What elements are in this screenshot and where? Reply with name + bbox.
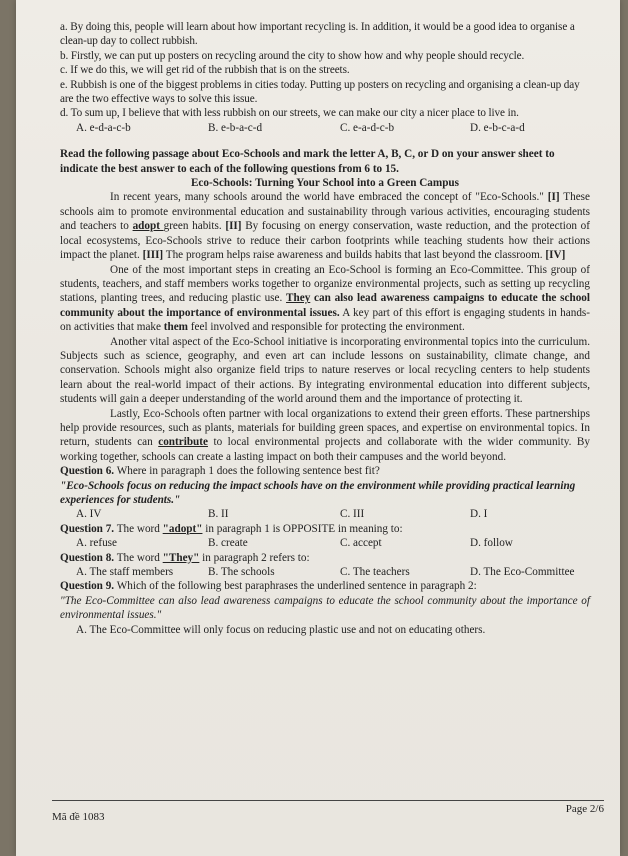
q6-quote: "Eco-Schools focus on reducing the impact schools have on the environment while providing practical learning experiences for students." [60, 479, 576, 506]
marker-4: [IV] [545, 249, 566, 262]
keyword-them: them [163, 321, 188, 334]
q8-option-d: D. The Eco-Committee [470, 566, 575, 579]
order-option-a: a. By doing this, people will learn about how important recycling is. In addition, it would be a good idea to organise a clean-up day to collect rubbish. [60, 21, 575, 48]
q6-option-a: A. IV [76, 508, 102, 521]
order-answer-d: D. e-b-c-a-d [470, 121, 525, 134]
passage-paragraph-1 [60, 190, 590, 262]
q6-text: Where in paragraph 1 does the following sentence best fit? [114, 465, 380, 478]
marker-2: [II] [225, 220, 242, 233]
p1-text-3: green habits. [163, 220, 226, 233]
q6-option-d: D. I [470, 508, 488, 521]
order-answer-c: C. e-a-d-c-b [340, 121, 395, 134]
q8-options [76, 565, 590, 579]
q9-option-a: A. The Eco-Committee will only focus on reducing plastic use and not on educating others. [76, 623, 486, 636]
passage-paragraph-2 [60, 263, 590, 335]
keyword-contribute: contribute [158, 436, 208, 449]
p1-text-1: In recent years, many schools around the world have embraced the concept of "Eco-Schools." [110, 191, 548, 204]
order-answer-choices [76, 121, 590, 135]
q9-quote: "The Eco-Committee can also lead awareness campaigns to educate the school community about the importance of environmental issues." [60, 594, 590, 622]
q6-option-b: B. II [208, 508, 229, 521]
marker-3: [III] [142, 249, 164, 262]
q9-text: Which of the following best paraphrases the underlined sentence in paragraph 2: [114, 580, 477, 593]
order-option-e: e. Rubbish is one of the biggest problems in cities today. Putting up posters on recycling and organising a clean-up day are the two effective ways to solve this issue. [60, 78, 580, 106]
q8-text-2: in paragraph 2 refers to: [199, 551, 310, 564]
p2-text-4: feel involved and responsible for protecting the environment. [188, 321, 465, 334]
q8-label: Question 8. [60, 551, 115, 564]
p4-text-2: to local environmental projects and collaborate with the wider community. By working together, schools can create a lasting impact on both their campuses and the world beyond. [60, 436, 590, 463]
p1-text-2: These schools aim to promote environmental education and sustainability through various activities, encouraging students and teachers to [60, 191, 590, 233]
q7-text-1: The word [114, 522, 163, 535]
q7-options [76, 536, 590, 550]
q8-text-1: The word [114, 551, 163, 564]
order-option-b: b. Firstly, we can put up posters on recycling around the city to show how and why people should recycle. [60, 49, 525, 62]
keyword-adopt: adopt [132, 220, 164, 233]
q6-label: Question 6. [60, 465, 115, 478]
q7-option-d: D. follow [470, 537, 513, 550]
underlined-sentence: can also lead awareness campaigns to educate the school community about the importance of environmental issues. [60, 292, 590, 319]
q6-options [76, 507, 590, 521]
passage-title: Eco-Schools: Turning Your School into a Green Campus [190, 177, 460, 190]
q7-text-2: in paragraph 1 is OPPOSITE in meaning to: [202, 522, 403, 535]
order-answer-a: A. e-d-a-c-b [76, 121, 131, 134]
question-6 [60, 464, 590, 478]
page-content [60, 20, 590, 637]
q7-keyword: "adopt" [162, 522, 203, 535]
passage-paragraph-3: Another vital aspect of the Eco-School initiative is incorporating environmental topics into the curriculum. Subjects such as science, geography, and even art can include lessons on sustainability, climate change, and conservation. Schools might also organize field trips to nature reserves or local recycling centers to help students learn about the real-world impact of their actions. By integrating environmental education into different subjects, students will gain a deeper understanding of the world around them and the importance of protecting it. [60, 335, 590, 406]
question-8 [60, 551, 590, 565]
p1-text-5: The program helps raise awareness and builds habits that last beyond the classroom. [163, 249, 546, 262]
q6-option-c: C. III [340, 508, 365, 521]
order-option-d: d. To sum up, I believe that with less rubbish on our streets, we can make our city a nicer place to live in. [60, 107, 519, 120]
order-answer-b: B. e-b-a-c-d [208, 121, 263, 134]
p1-text-4: By focusing on energy conservation, waste reduction, and the protection of local ecosystems, Eco-Schools strive to reduce their carbon footprints while teaching students how their actions impact the planet. [60, 220, 591, 262]
exam-page [16, 0, 620, 856]
order-option-c: c. If we do this, we will get rid of the rubbish that is on the streets. [60, 64, 350, 77]
q7-option-c: C. accept [340, 537, 382, 550]
q8-keyword: "They" [162, 551, 200, 564]
q9-label: Question 9. [60, 580, 115, 593]
q8-option-b: B. The schools [208, 566, 275, 579]
q7-option-b: B. create [208, 537, 248, 550]
page-number: Page 2/6 [565, 803, 604, 815]
question-7 [60, 522, 590, 536]
p2-text-3: A key part of this effort is engaging students in hands-on activities that make [60, 306, 590, 334]
p2-text-1: One of the most important steps in creating an Eco-School is forming an Eco-Committee. This group of students, teachers, and staff members works together to organize environmental projects, such as setting up recycling stations, planting trees, and reducing plastic use. [60, 263, 590, 305]
q8-option-a: A. The staff members [76, 566, 174, 579]
passage-paragraph-4 [60, 407, 590, 465]
q7-label: Question 7. [60, 522, 115, 535]
page-footer [52, 800, 604, 823]
marker-1: [I] [547, 191, 560, 204]
keyword-they: They [286, 292, 311, 305]
q8-option-c: C. The teachers [340, 566, 410, 579]
exam-code: Mã đề 1083 [52, 811, 105, 823]
q7-option-a: A. refuse [76, 537, 118, 550]
p4-text-1: Lastly, Eco-Schools often partner with local organizations to extend their green efforts. These partnerships help provide resources, such as plants, materials for building green spaces, and expertise on environmental topics. In return, students can [60, 407, 590, 449]
question-9 [60, 579, 590, 593]
section-instruction: Read the following passage about Eco-Schools and mark the letter A, B, C, or D on your answer sheet to indicate the best answer to each of the following questions from 6 to 15. [60, 148, 555, 175]
